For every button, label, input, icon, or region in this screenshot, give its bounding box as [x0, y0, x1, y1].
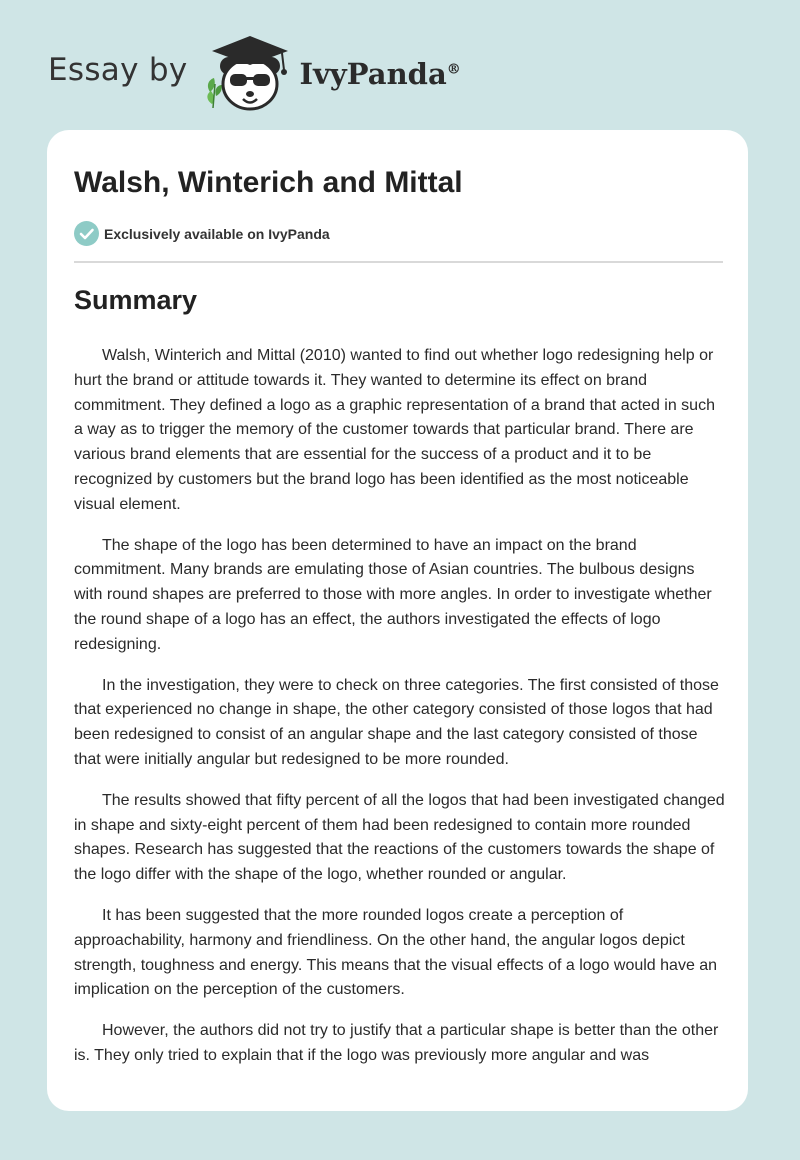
check-circle-icon: [74, 221, 99, 246]
paragraph: The results showed that fifty percent of all the logos that had been investigated changed in shape and sixty-eight percent of them had been redesigned to contain more rounded shapes. Research has suggested that the reactions of the customers towards the shape of the logo differ with the shape of the logo, whether rounded or angular.: [74, 791, 725, 884]
exclusive-badge: [74, 221, 330, 246]
registered-mark: ®: [446, 61, 461, 78]
essay-by-label: Essay by: [48, 52, 188, 88]
article-body: [74, 344, 726, 1085]
section-heading-summary: Summary: [74, 285, 198, 315]
panda-graduate-logo-icon[interactable]: [202, 34, 294, 114]
brand-name[interactable]: IvyPanda®: [299, 57, 461, 91]
divider: [74, 261, 723, 263]
site-header: [48, 34, 461, 114]
exclusive-badge-text: Exclusively available on IvyPanda: [104, 225, 330, 242]
paragraph: The shape of the logo has been determined to have an impact on the brand commitment. Many brands are emulating those of Asian countries. The bulbous designs with round shapes are preferred to those with more angles. In order to investigate whether the round shape of a logo has an effect, the authors investigated the effects of logo redesigning.: [74, 536, 712, 653]
page-title: Walsh, Winterich and Mittal: [74, 166, 463, 199]
paragraph: Walsh, Winterich and Mittal (2010) wanted to find out whether logo redesigning help or hurt the brand or attitude towards it. They wanted to determine its effect on brand commitment. They defined a logo as a graphic representation of a brand that acted in such a way as to trigger the memory of the customer towards that particular brand. There are various brand elements that are essential for the success of a product and it to be recognized by customers but the brand logo has been identified as the most noticeable visual element.: [74, 347, 715, 513]
paragraph: However, the authors did not try to justify that a particular shape is better than the other is. They only tried to explain that if the logo was previously more angular and was: [74, 1022, 719, 1064]
paragraph: In the investigation, they were to check on three categories. The first consisted of those that experienced no change in shape, the other category consisted of those logos that had been redesigned to consist of an angular shape and the last category consisted of those that were initially angular but redesigned to be more rounded.: [74, 676, 719, 768]
article-card: [47, 130, 748, 1111]
paragraph: It has been suggested that the more rounded logos create a perception of approachability, harmony and friendliness. On the other hand, the angular logos depict strength, toughness and energy. This means that the visual effects of a logo would have an implication on the perception of the customers.: [74, 906, 718, 999]
